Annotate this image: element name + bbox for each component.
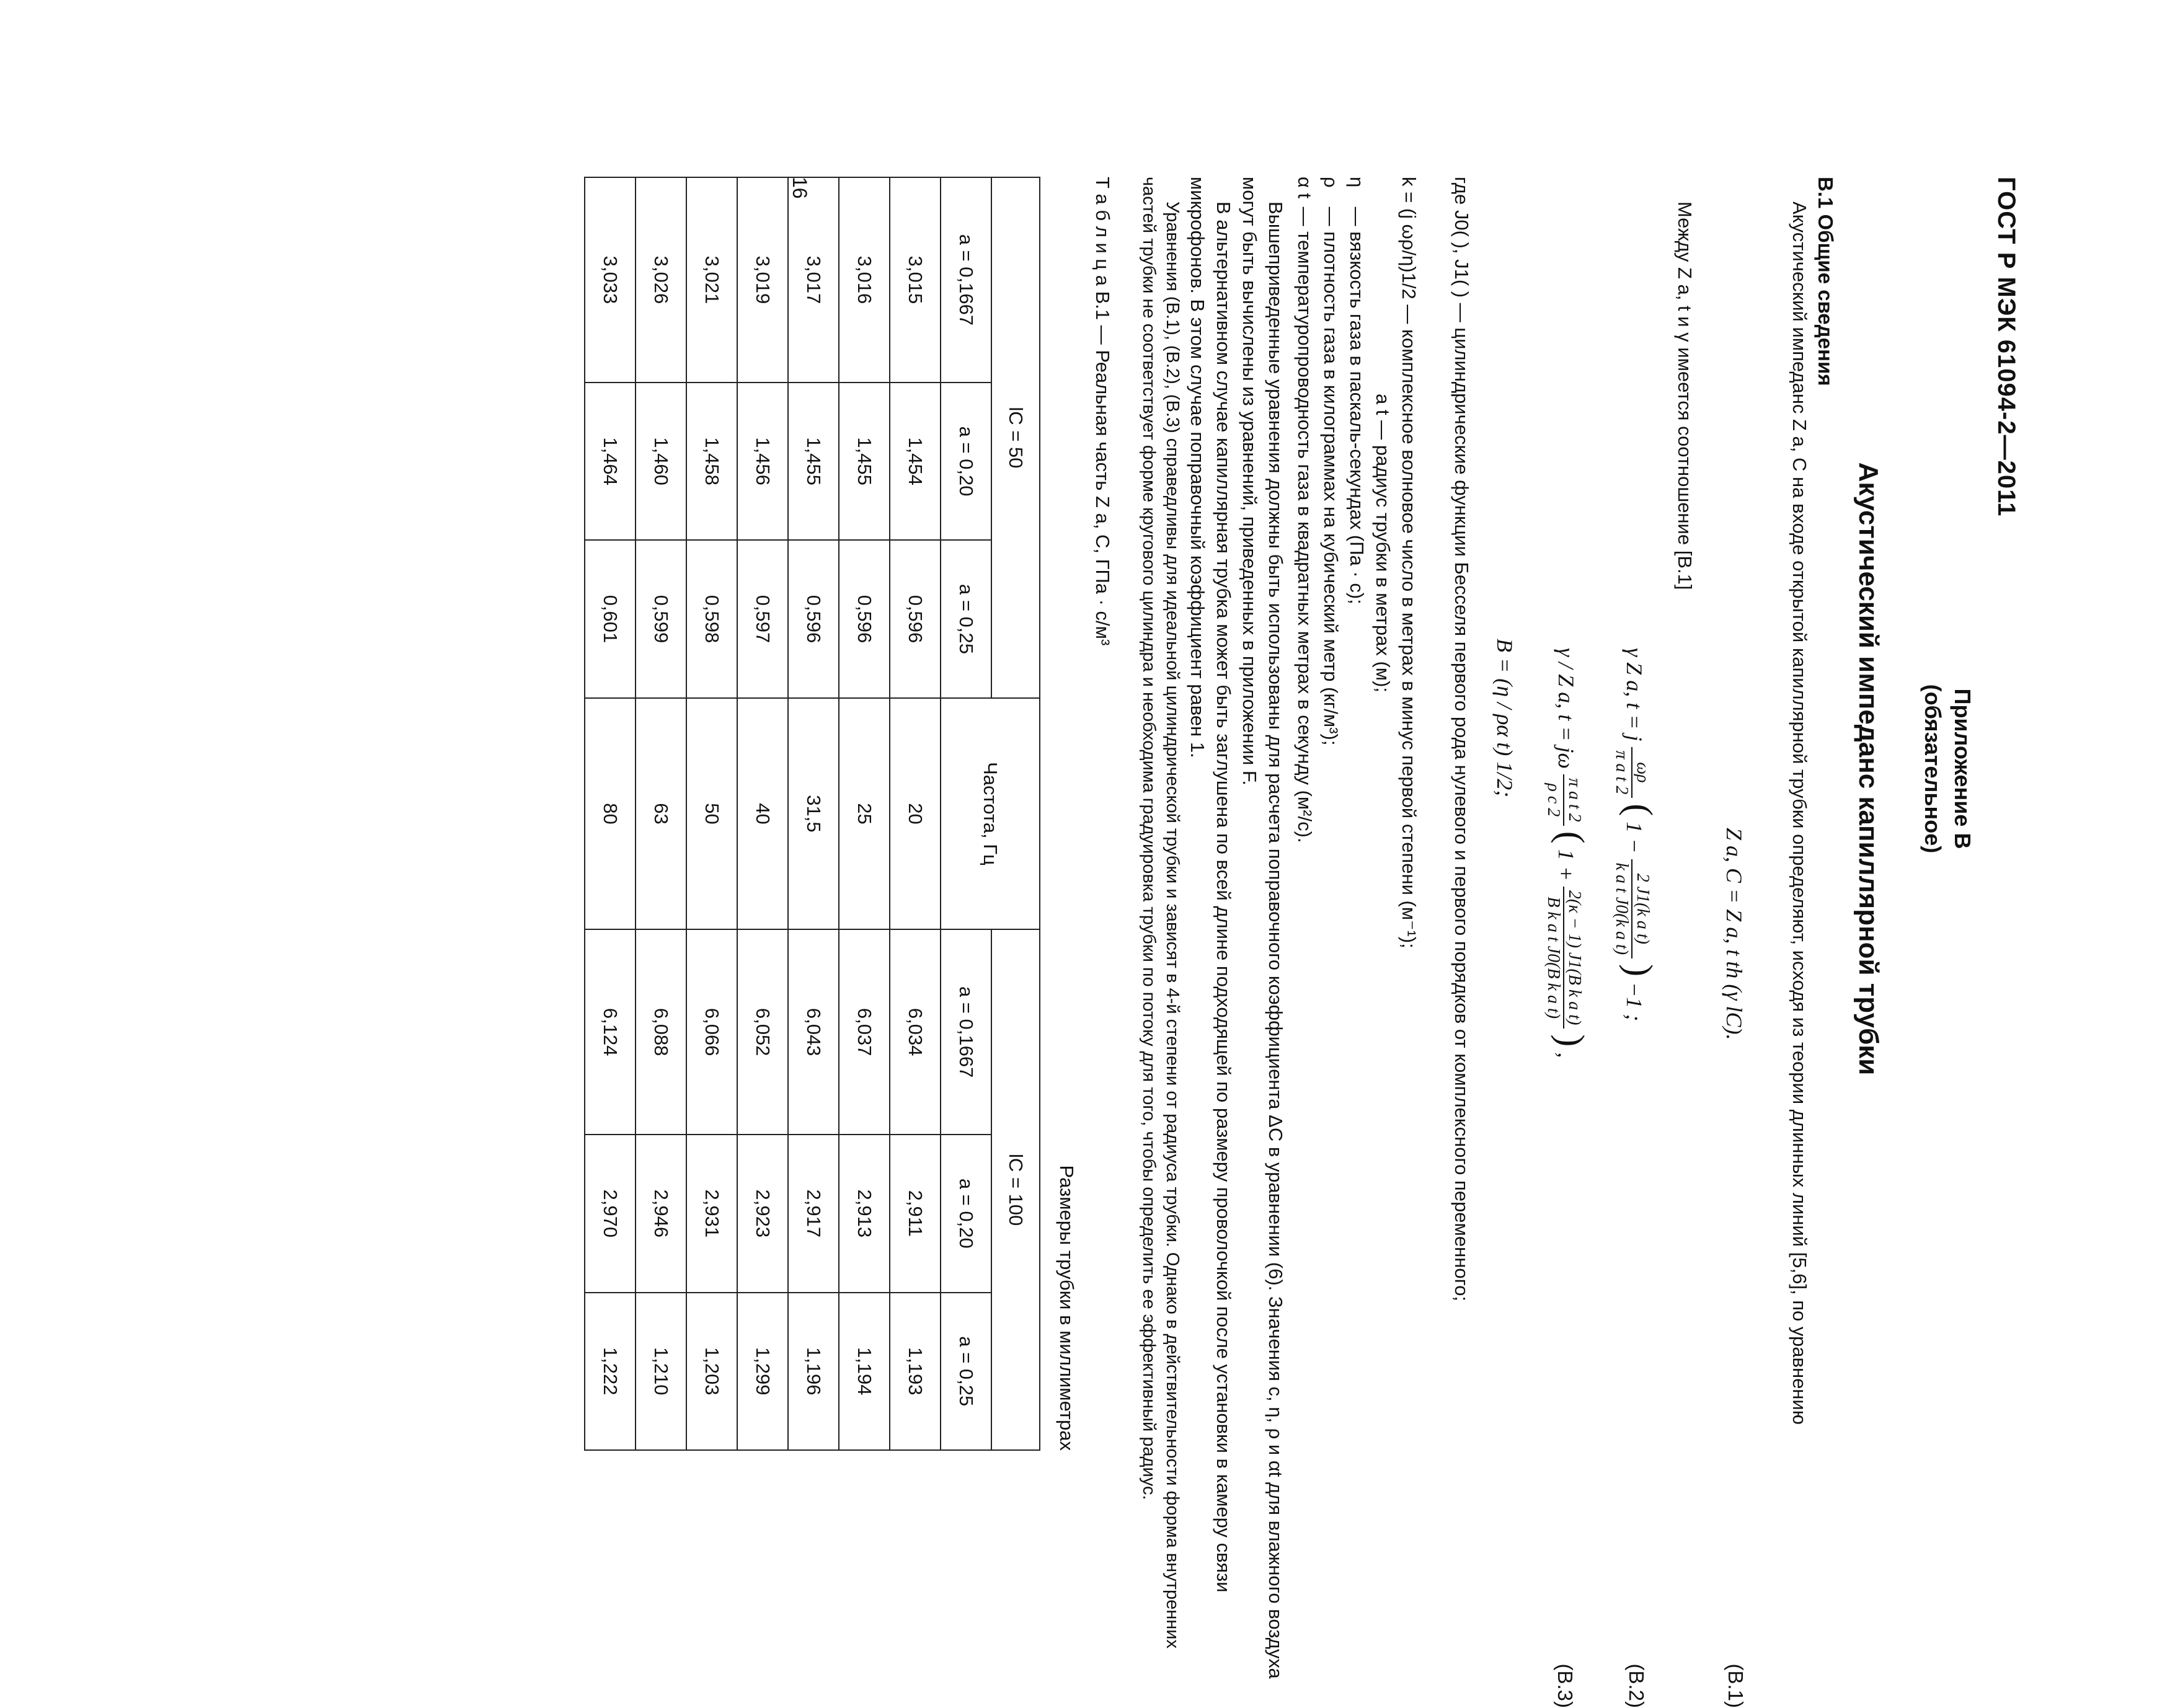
- table-cell: 1,222: [585, 1293, 636, 1451]
- definition-item: [1344, 177, 1370, 1541]
- table-body: [585, 177, 941, 1450]
- table-cell: 50: [686, 698, 737, 930]
- subheader: a = 0,1667: [941, 929, 991, 1135]
- equation-b2-label: (В.2): [1625, 1663, 1648, 1708]
- data-table: [584, 177, 1040, 1451]
- definition-text: — комплексное волновое число в метрах в минус первой степени (м⁻¹);: [1398, 304, 1420, 949]
- table-cell: 0,596: [890, 540, 941, 697]
- equation-b1: Z a, C = Z a, t th (γ lC).: [1722, 828, 1747, 1040]
- subheader: a = 0,20: [941, 1135, 991, 1292]
- paragraph-alternative: В альтернативном случае капиллярная трубка может быть заглушена по всей длине подходящей по размеру проволочкой после установки в камеру связи микрофонов. В этом случае поправочный коэффициент равен 1.: [1187, 177, 1234, 1593]
- table-cell: 3,019: [737, 177, 788, 383]
- definition-symbol: ρ: [1320, 177, 1342, 188]
- equation-b2-lhs: γ Z a, t = j: [1622, 648, 1647, 741]
- equation-b3-fraction-2: [1543, 887, 1584, 1029]
- equation-b2-f1-denominator: π a t 2: [1612, 750, 1632, 795]
- standard-header: ГОСТ Р МЭК 61094-2—2011: [1993, 177, 2020, 517]
- equation-b2-f1-numerator: ωρ: [1631, 747, 1652, 799]
- table-group-header-row: [991, 177, 1040, 1450]
- table-row: [636, 177, 686, 1450]
- equation-b2-f2-denominator: k a t J0(k a t): [1612, 862, 1632, 955]
- equation-b3-paren-open: (: [1551, 831, 1592, 844]
- table-cell: 0,597: [737, 540, 788, 697]
- equation-b2-fraction-2: [1611, 859, 1652, 959]
- table-cell: 6,043: [788, 929, 839, 1135]
- table-cell: 1,299: [737, 1293, 788, 1451]
- table-cell: 2,931: [686, 1135, 737, 1292]
- table-cell: 1,194: [839, 1293, 890, 1451]
- table-cell: 1,203: [686, 1293, 737, 1451]
- table-row: [839, 177, 890, 1450]
- table-size-note: Размеры трубки в миллиметрах: [1056, 1165, 1078, 1451]
- equation-b3-label: (В.3): [1554, 1663, 1577, 1708]
- table-cell: 40: [737, 698, 788, 930]
- table-cell: 0,599: [636, 540, 686, 697]
- table-cell: 1,455: [839, 383, 890, 540]
- equation-b3-f1-numerator: π a t 2: [1563, 774, 1584, 826]
- equation-b: B = (η / ρα t) 1/2;: [1492, 639, 1517, 798]
- table-cell: 0,596: [788, 540, 839, 697]
- table-cell: 3,017: [788, 177, 839, 383]
- definition-text: — радиус трубки в метрах (м);: [1372, 420, 1394, 693]
- section-title: В.1 Общие сведения: [1814, 177, 1837, 386]
- equation-b2: [1611, 648, 1660, 1021]
- annex-status: (обязательное): [1920, 684, 1946, 854]
- table-cell: 2,923: [737, 1135, 788, 1292]
- definition-text: — вязкость газа в паскаль-секундах (Па · с);: [1346, 206, 1368, 604]
- group-header-lc100: lC = 100: [991, 929, 1040, 1450]
- table-cell: 6,034: [890, 929, 941, 1135]
- annex-heading: Акустический импеданс капиллярной трубки: [1853, 462, 1884, 1076]
- frequency-header: Частота, Гц: [941, 698, 1040, 930]
- definition-item: [1396, 177, 1422, 1541]
- table-cell: 80: [585, 698, 636, 930]
- table-cell: 1,454: [890, 383, 941, 540]
- annex-title: Приложение В: [1950, 688, 1975, 849]
- table-cell: 1,456: [737, 383, 788, 540]
- equation-b2-paren-close: ): [1619, 964, 1660, 977]
- table-cell: 1,458: [686, 383, 737, 540]
- table-cell: 0,601: [585, 540, 636, 697]
- equation-b3-fraction-1: [1543, 774, 1584, 826]
- table-row: [686, 177, 737, 1450]
- table-cell: 3,021: [686, 177, 737, 383]
- table-cell: 6,088: [636, 929, 686, 1135]
- table-caption: Т а б л и ц а В.1 — Реальная часть Z a, C, ГПа · с/м³: [1092, 177, 1114, 646]
- equation-b3-f1-denominator: ρ c 2: [1544, 783, 1564, 817]
- table-cell: 2,970: [585, 1135, 636, 1292]
- table-cell: 0,598: [686, 540, 737, 697]
- page-number: 16: [789, 177, 811, 199]
- table-cell: 3,026: [636, 177, 686, 383]
- definition-symbol: k = (j ωρ/η)1/2: [1398, 177, 1420, 299]
- table-cell: 6,037: [839, 929, 890, 1135]
- definition-text: — температуропроводность газа в квадратных метрах в секунду (м²/с).: [1294, 206, 1316, 843]
- table-cell: 6,066: [686, 929, 737, 1135]
- equation-b3-lhs: γ / Z a, t = jω: [1554, 648, 1579, 769]
- equation-b2-paren-open: (: [1619, 803, 1660, 816]
- equation-b3-tail: ,: [1554, 1052, 1579, 1058]
- table-cell: 2,911: [890, 1135, 941, 1292]
- table-cell: 63: [636, 698, 686, 930]
- definition-item: [1370, 177, 1396, 1541]
- subheader: a = 0,25: [941, 540, 991, 697]
- paragraph-corrections: Вышеприведенные уравнения должны быть использованы для расчета поправочного коэффициента ΔC в уравнении (6). Значения c, η, ρ и αt для влажного воздуха могут быть вычислены из уравнений, приведенных в приложении F.: [1239, 177, 1287, 1679]
- definition-item: [1291, 177, 1318, 1541]
- equation-b1-label: (В.1): [1724, 1663, 1747, 1708]
- table-cell: 25: [839, 698, 890, 930]
- table-row: [737, 177, 788, 1450]
- definition-symbol: η: [1346, 177, 1368, 188]
- table-cell: 20: [890, 698, 941, 930]
- table-cell: 1,210: [636, 1293, 686, 1451]
- table-cell: 1,464: [585, 383, 636, 540]
- table-row: [788, 177, 839, 1450]
- table-cell: 3,015: [890, 177, 941, 383]
- definition-text: — плотность газа в килограммах на кубический метр (кг/м³);: [1320, 206, 1342, 746]
- table-row: [585, 177, 636, 1450]
- equation-b3: [1543, 648, 1592, 1058]
- table-cell: 6,124: [585, 929, 636, 1135]
- table-cell: 6,052: [737, 929, 788, 1135]
- table-cell: 31,5: [788, 698, 839, 930]
- table-cell: 0,596: [839, 540, 890, 697]
- subheader: a = 0,20: [941, 383, 991, 540]
- definitions-list: [1291, 177, 1422, 1541]
- definition-item: [1318, 177, 1344, 1541]
- table-cell: 1,193: [890, 1293, 941, 1451]
- equation-b2-tail: −1 ;: [1622, 982, 1647, 1022]
- table-cell: 1,196: [788, 1293, 839, 1451]
- table-cell: 2,913: [839, 1135, 890, 1292]
- relation-paragraph: Между Z a, t и γ имеется соотношение [В.1]: [1674, 201, 1696, 590]
- equation-b3-f2-numerator: 2(κ − 1) J1(B k a t): [1563, 887, 1584, 1029]
- equation-b2-inner: 1 −: [1622, 821, 1647, 854]
- table-cell: 1,455: [788, 383, 839, 540]
- table-cell: 3,016: [839, 177, 890, 383]
- table-cell: 1,460: [636, 383, 686, 540]
- equation-b2-row: [1605, 177, 1660, 1708]
- where-paragraph: где J0( ), J1( ) — цилиндрические функции Бесселя первого рода нулевого и первого порядков от комплексного переменного;: [1451, 177, 1473, 1302]
- equation-b2-fraction-1: [1611, 747, 1652, 799]
- subheader: a = 0,25: [941, 1293, 991, 1451]
- equation-b3-row: [1533, 177, 1592, 1708]
- table-row: [890, 177, 941, 1450]
- paragraph-validity: Уравнения (В.1), (В.2), (В.3) справедливы для идеальной цилиндрической трубки и зависят в 4-й степени от радиуса трубки. Однако в действительности форма внутренних частей трубки не соответствует форме кругового цилиндра и необходима градуировка трубки по потоку для того, чтобы определить ее эффективный радиус.: [1139, 177, 1182, 1648]
- equation-b3-f2-denominator: B k a t J0(B k a t): [1544, 896, 1564, 1019]
- table-cell: 2,917: [788, 1135, 839, 1292]
- table-cell: 3,033: [585, 177, 636, 383]
- equation-b3-inner: 1 +: [1554, 849, 1579, 882]
- subheader: a = 0,1667: [941, 177, 991, 383]
- table-cell: 2,946: [636, 1135, 686, 1292]
- intro-paragraph: Акустический импеданс Z a, C на входе открытой капиллярной трубки определяют, исходя из теории длинных линий [5,6], по уравнению: [1789, 201, 1810, 1425]
- definition-symbol: a t: [1372, 394, 1394, 415]
- equation-b2-f2-numerator: 2 J1(k a t): [1631, 859, 1652, 959]
- definition-symbol: α t: [1294, 177, 1316, 199]
- group-header-lc50: lC = 50: [991, 177, 1040, 698]
- equation-b3-paren-close: ): [1551, 1034, 1592, 1047]
